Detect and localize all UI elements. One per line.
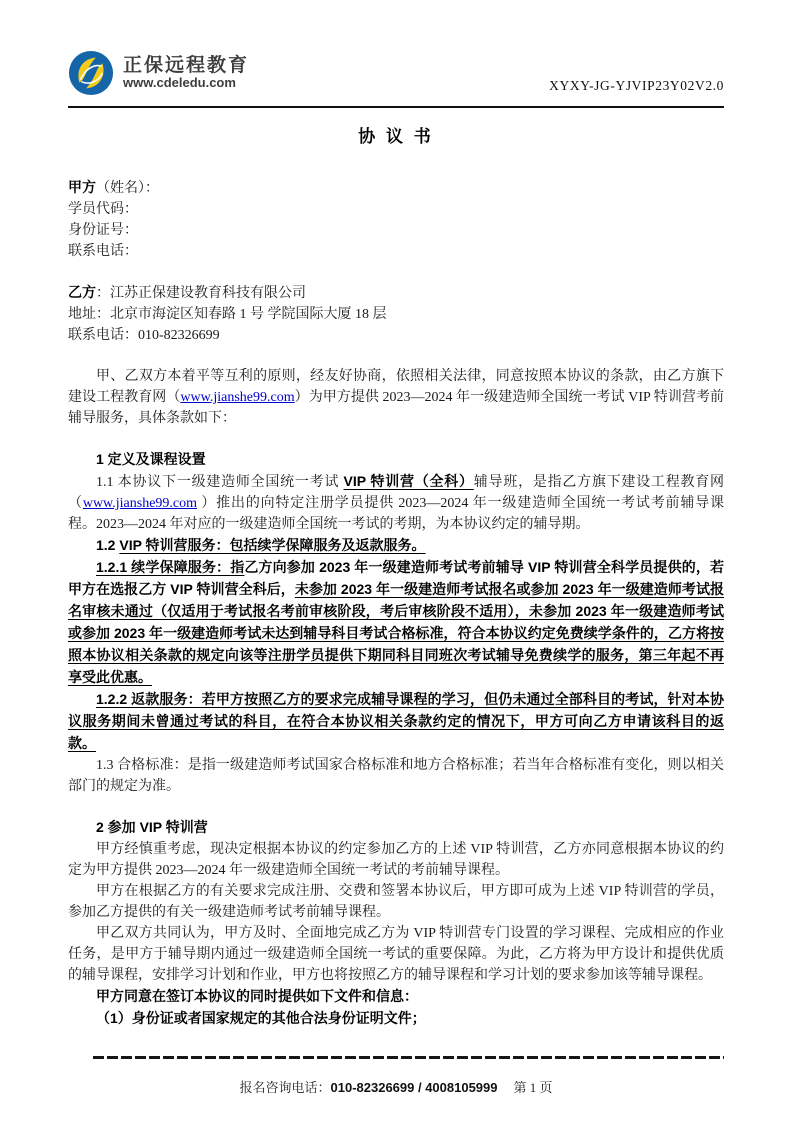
clause-2-docs-intro [68, 986, 724, 1008]
document-title: 协 议 书 [358, 127, 434, 146]
party-a-id-number [68, 220, 724, 241]
section-2-heading [68, 817, 724, 839]
footer-page-number: 第 1 页 [513, 1080, 553, 1095]
clause-1-2-1 [68, 557, 724, 689]
clause-1-3 [68, 755, 724, 797]
footer-phone-numbers: 010-82326699 / 4008105999 [330, 1080, 498, 1095]
company-logo-icon [68, 50, 114, 96]
clause-2-para-3 [68, 923, 724, 986]
company-logo-text [123, 55, 249, 92]
party-a-name-line [68, 177, 724, 199]
gap-2 [68, 346, 724, 366]
party-b-address [68, 304, 724, 325]
text-run: 学员代码： [68, 202, 138, 217]
text-run: 1.1 本协议下一级建造师全国统一考试 [96, 475, 344, 490]
page-footer [68, 1056, 724, 1096]
text-run: ：江苏正保建设教育科技有限公司 [96, 286, 306, 301]
document-header [68, 50, 724, 108]
text-run: 甲方经慎重考虑，现决定根据本协议的约定参加乙方的上述 VIP 特训营，乙方亦同意根据本协议的约定为甲方提供 2023—2024 年一级建造师全国统一考试的考前辅导课程。 [68, 842, 724, 878]
clause-1-2-2 [68, 689, 724, 755]
text-run: 联系电话：010-82326699 [68, 328, 220, 343]
text-run: 联系电话： [68, 244, 138, 259]
party-b-name-line [68, 282, 724, 304]
clause-2-para-1 [68, 839, 724, 881]
section-1-heading [68, 449, 724, 471]
clause-2-para-2 [68, 881, 724, 923]
jianshe99-link[interactable]: www.jianshe99.com [180, 390, 295, 405]
document-code: XYXY-JG-YJVIP23Y02V2.0 [549, 78, 724, 93]
gap-4 [68, 797, 724, 817]
text-run: 2 参加 VIP 特训营 [96, 819, 208, 835]
text-run: 甲方 [68, 179, 96, 195]
clause-1-1 [68, 471, 724, 535]
text-run: VIP 特训营（全科） [343, 473, 474, 489]
text-run: 1.2 [96, 537, 120, 553]
gap-1 [68, 262, 724, 282]
intro-paragraph [68, 366, 724, 429]
text-run: 1.3 合格标准：是指一级建造师考试国家合格标准和地方合格标准；若当年合格标准有变化，则以相关部门的规定为准。 [68, 758, 724, 794]
footer-text [68, 1077, 724, 1096]
party-a-student-code [68, 199, 724, 220]
text-run: VIP 特训营服务：包括续学保障服务及返款服务。 [119, 537, 426, 553]
text-run: 乙方 [68, 284, 96, 300]
gap-3 [68, 429, 724, 449]
text-run: ）推出的向特定注册学员提供 2023—2024 年一级建造师全国统一考试考前辅导课程。2023—2024 年对应的一级建造师全国统一考试的考期，为本协议约定的辅导期。 [68, 496, 724, 532]
clause-2-docs-item-1 [68, 1008, 724, 1030]
company-logo [68, 50, 249, 96]
text-run: 甲方在根据乙方的有关要求完成注册、交费和签署本协议后，甲方即可成为上述 VIP 特训营的学员，参加乙方提供的有关一级建造师考试考前辅导课程。 [68, 884, 724, 920]
text-run: 甲、乙双方本着平等互利的原则，经友好协商，依照相关法律，同意按照本协议的条款，由乙方旗下建设工程教育网（ [68, 369, 724, 405]
footer-divider [93, 1056, 724, 1059]
footer-phone-label: 报名咨询电话： [239, 1080, 331, 1095]
text-run: 1.2.1 续学保障服务：指 [96, 559, 245, 575]
text-run: 甲方同意在签订本协议的同时提供如下文件和信息： [96, 988, 418, 1004]
text-run: 身份证号： [68, 223, 138, 238]
text-run: 甲乙双方共同认为，甲方及时、全面地完成乙方为 VIP 特训营专门设置的学习课程、完成相应的作业任务，是甲方于辅导期内通过一级建造师全国统一考试的重要保障。为此，乙方将为甲方设计和提供优质的辅导课程，安排学习计划和作业，甲方也将按照乙方的辅导课程和学习计划的要求参加该等辅导课程。 [68, 926, 724, 983]
company-name: 正保远程教育 [123, 54, 250, 76]
company-website: www.cdeledu.com [123, 75, 236, 91]
text-run: 乙方向参加 2023 年一级建造师考试考前辅导 VIP 特训营全科学员提供的，若甲方在选报乙方 VIP 特训营全科后， [68, 559, 725, 597]
text-run: 未参加 2023 年一级建造师考试报名或参加 2023 年一级建造师考试报名审核未通过（仅适用于考试报名考前审核阶段，考后审核阶段不适用），未参加 2023 年一级建造师考试或参加 2023 年一级建造师考试未达到辅导科目考试合格标准，符合本协议约定免费续学条件的，乙方将按照本协议相关条款的规定向该等注册学员提供下期同科目同班次考试辅导免费续学的服务，第三年起不再享受此优惠。 [68, 581, 724, 685]
text-run: 辅导班，是指乙方旗下建设工程教育网（ [68, 475, 725, 511]
text-run: （1）身份证或者国家规定的其他合法身份证明文件； [96, 1010, 426, 1026]
document-body [68, 177, 724, 1030]
jianshe99-link[interactable]: www.jianshe99.com [82, 496, 198, 511]
party-a-phone [68, 241, 724, 262]
text-run: 1.2.2 返款服务：若甲方按照乙方的要求完成辅导课程的学习，但仍未通过全部科目的考试，针对本协议服务期间未曾通过考试的科目，在符合本协议相关条款约定的情况下，甲方可向乙方申请该科目的返款。 [68, 691, 724, 751]
text-run: 地址：北京市海淀区知春路 1 号 学院国际大厦 18 层 [68, 307, 387, 322]
text-run: （姓名）： [96, 181, 159, 196]
text-run: ）为甲方提供 2023—2024 年一级建造师全国统一考试 VIP 特训营考前辅导服务，具体条款如下： [68, 390, 724, 426]
party-b-phone [68, 325, 724, 346]
clause-1-2 [68, 535, 724, 557]
text-run: 1 定义及课程设置 [96, 451, 206, 467]
